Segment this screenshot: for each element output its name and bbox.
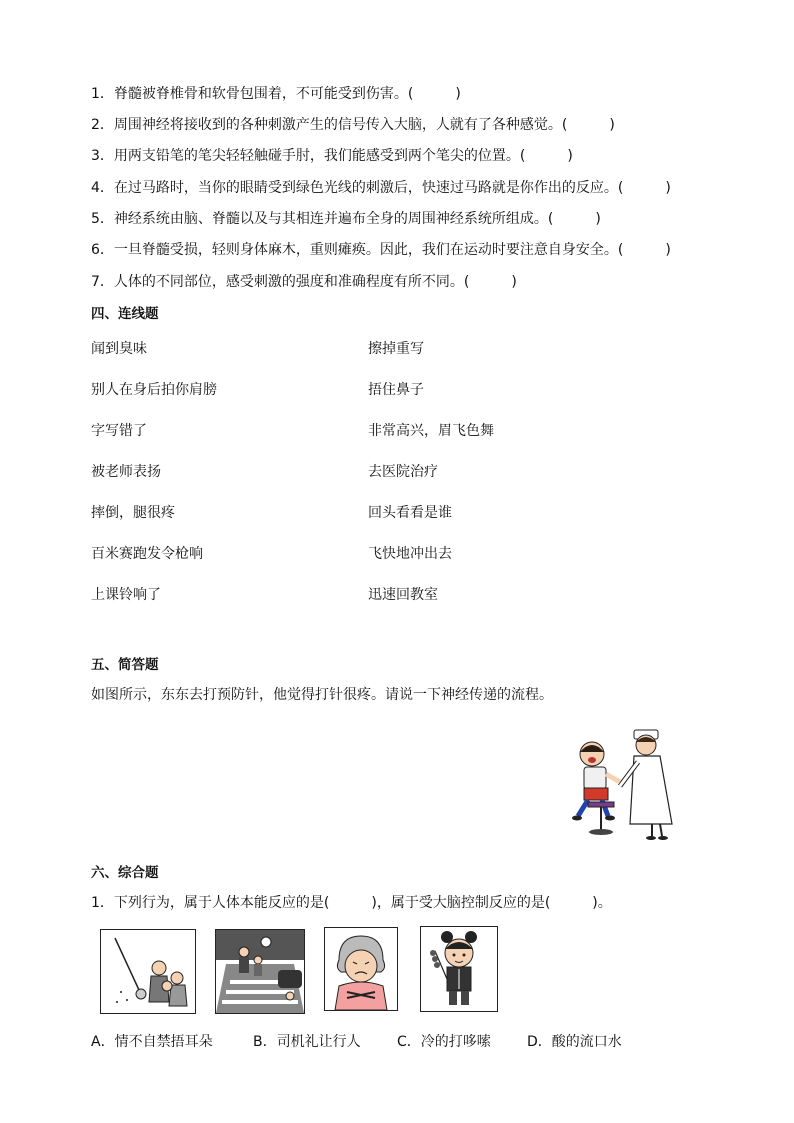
match-left-item: 别人在身后拍你肩膀 [91,382,217,398]
match-left-item: 被老师表扬 [91,464,161,480]
match-right-item: 捂住鼻子 [368,382,424,398]
option-b-label: B．司机礼让行人 [253,1034,361,1050]
section-heading-comprehensive: 六、综合题 [91,865,159,881]
short-answer-question: 如图所示，东东去打预防针，他觉得打针很疼。请说一下神经传递的流程。 [91,687,553,703]
tf-question-4: 4．在过马路时，当你的眼睛受到绿色光线的刺激后，快速过马路就是你作出的反应。( ) [91,180,671,196]
match-right-item: 擦掉重写 [368,341,424,357]
option-a-label: A．情不自禁捂耳朵 [91,1034,213,1050]
option-d-label: D．酸的流口水 [527,1034,622,1050]
tf-question-7: 7．人体的不同部位，感受刺激的强度和准确程度有所不同。( ) [91,274,517,290]
section-heading-matching: 四、连线题 [91,306,159,322]
match-right-item: 飞快地冲出去 [368,546,452,562]
match-right-item: 回头看看是谁 [368,505,452,521]
comprehensive-question: 1．下列行为，属于人体本能反应的是( )，属于受大脑控制反应的是( )。 [91,895,612,911]
match-right-item: 迅速回教室 [368,587,438,603]
match-right-item: 非常高兴，眉飞色舞 [368,423,494,439]
section-heading-short-answer: 五、简答题 [91,657,159,673]
match-left-item: 闻到臭味 [91,341,147,357]
vaccination-illustration [568,712,688,842]
option-b-picture [215,929,305,1014]
tf-question-1: 1．脊髓被脊椎骨和软骨包围着，不可能受到伤害。( ) [91,86,461,102]
match-left-item: 字写错了 [91,423,147,439]
match-left-item: 摔倒，腿很疼 [91,505,175,521]
option-a-picture [100,929,196,1014]
tf-question-6: 6．一旦脊髓受损，轻则身体麻木，重则瘫痪。因此，我们在运动时要注意自身安全。( ) [91,242,671,258]
option-c-label: C．冷的打哆嗦 [397,1034,491,1050]
option-c-picture [324,927,398,1011]
tf-question-5: 5．神经系统由脑、脊髓以及与其相连并遍布全身的周围神经系统所组成。( ) [91,211,601,227]
option-d-picture [420,926,498,1012]
match-left-item: 上课铃响了 [91,587,161,603]
match-right-item: 去医院治疗 [368,464,438,480]
tf-question-3: 3．用两支铅笔的笔尖轻轻触碰手肘，我们能感受到两个笔尖的位置。( ) [91,148,573,164]
match-left-item: 百米赛跑发令枪响 [91,546,203,562]
tf-question-2: 2．周围神经将接收到的各种刺激产生的信号传入大脑，人就有了各种感觉。( ) [91,117,615,133]
